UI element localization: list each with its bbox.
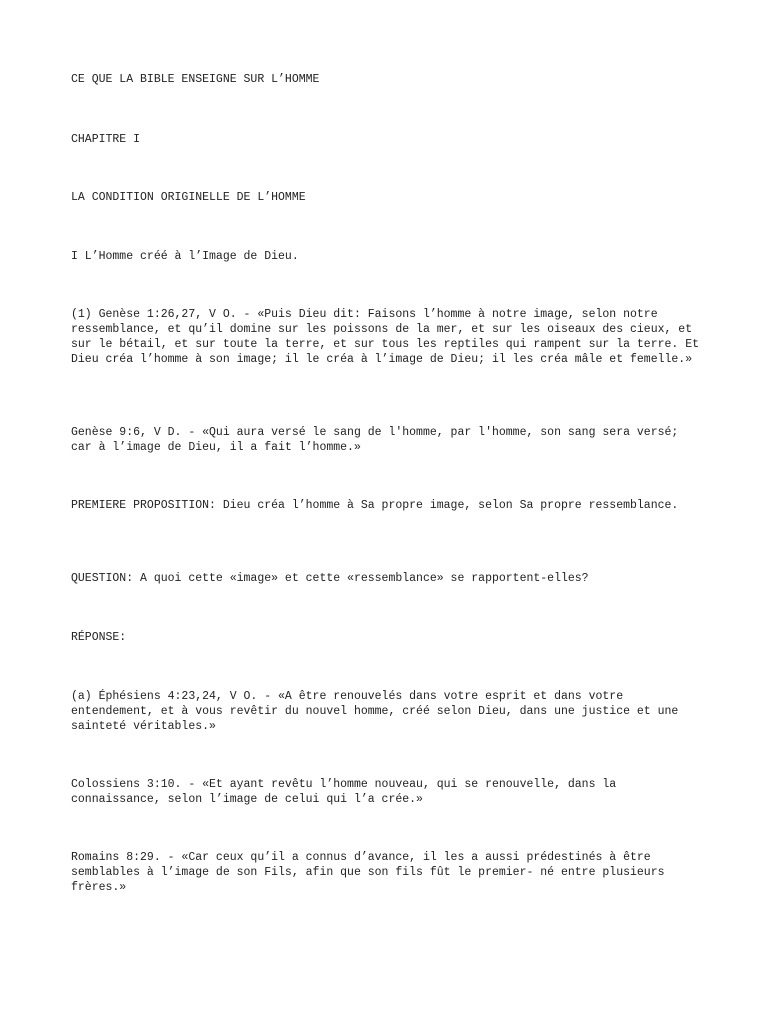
paragraph-premiere-proposition: PREMIERE PROPOSITION: Dieu créa l’homme à Sa propre image, selon Sa propre ressemblance.: [71, 499, 679, 512]
document-title: CE QUE LA BIBLE ENSEIGNE SUR L’HOMME: [71, 73, 320, 86]
paragraph-genese-9: Genèse 9:6, V D. - «Qui aura versé le sang de l'homme, par l'homme, son sang sera versé; car à l’image de Dieu, il a fait l’homme.»: [71, 426, 686, 454]
paragraph-ephesiens: (a) Éphésiens 4:23,24, V O. - «A être renouvelés dans votre esprit et dans votre entendement, et à vous revêtir du nouvel homme, créé selon Dieu, dans une justice et une sainteté véritables.»: [71, 690, 686, 733]
section-title: LA CONDITION ORIGINELLE DE L’HOMME: [71, 191, 306, 204]
paragraph-colossiens: Colossiens 3:10. - «Et ayant revêtu l’homme nouveau, qui se renouvelle, dans la connaissance, selon l’image de celui qui l’a crée.»: [71, 778, 624, 806]
paragraph-reponse: RÉPONSE:: [71, 631, 127, 644]
chapter-heading: CHAPITRE I: [71, 133, 141, 146]
paragraph-romains: Romains 8:29. - «Car ceux qu’il a connus d’avance, il les a aussi prédestinés à être semblables à l’image de son Fils, afin que son fils fût le premier- né entre plusieurs frères.»: [71, 851, 672, 894]
paragraph-genese-1: (1) Genèse 1:26,27, V O. - «Puis Dieu dit: Faisons l’homme à notre image, selon notre ressemblance, et qu’il domine sur les poissons de la mer, et sur les oiseaux des cieux, et sur le bétail, et sur toute la terre, et sur tous les reptiles qui rampent sur la terre. Et Dieu créa l’homme à son image; il le créa à l’image de Dieu; il les créa mâle et femelle.»: [71, 308, 706, 366]
subsection-heading: I L’Homme créé à l’Image de Dieu.: [71, 250, 299, 263]
paragraph-question: QUESTION: A quoi cette «image» et cette «ressemblance» se rapportent-elles?: [71, 572, 589, 585]
